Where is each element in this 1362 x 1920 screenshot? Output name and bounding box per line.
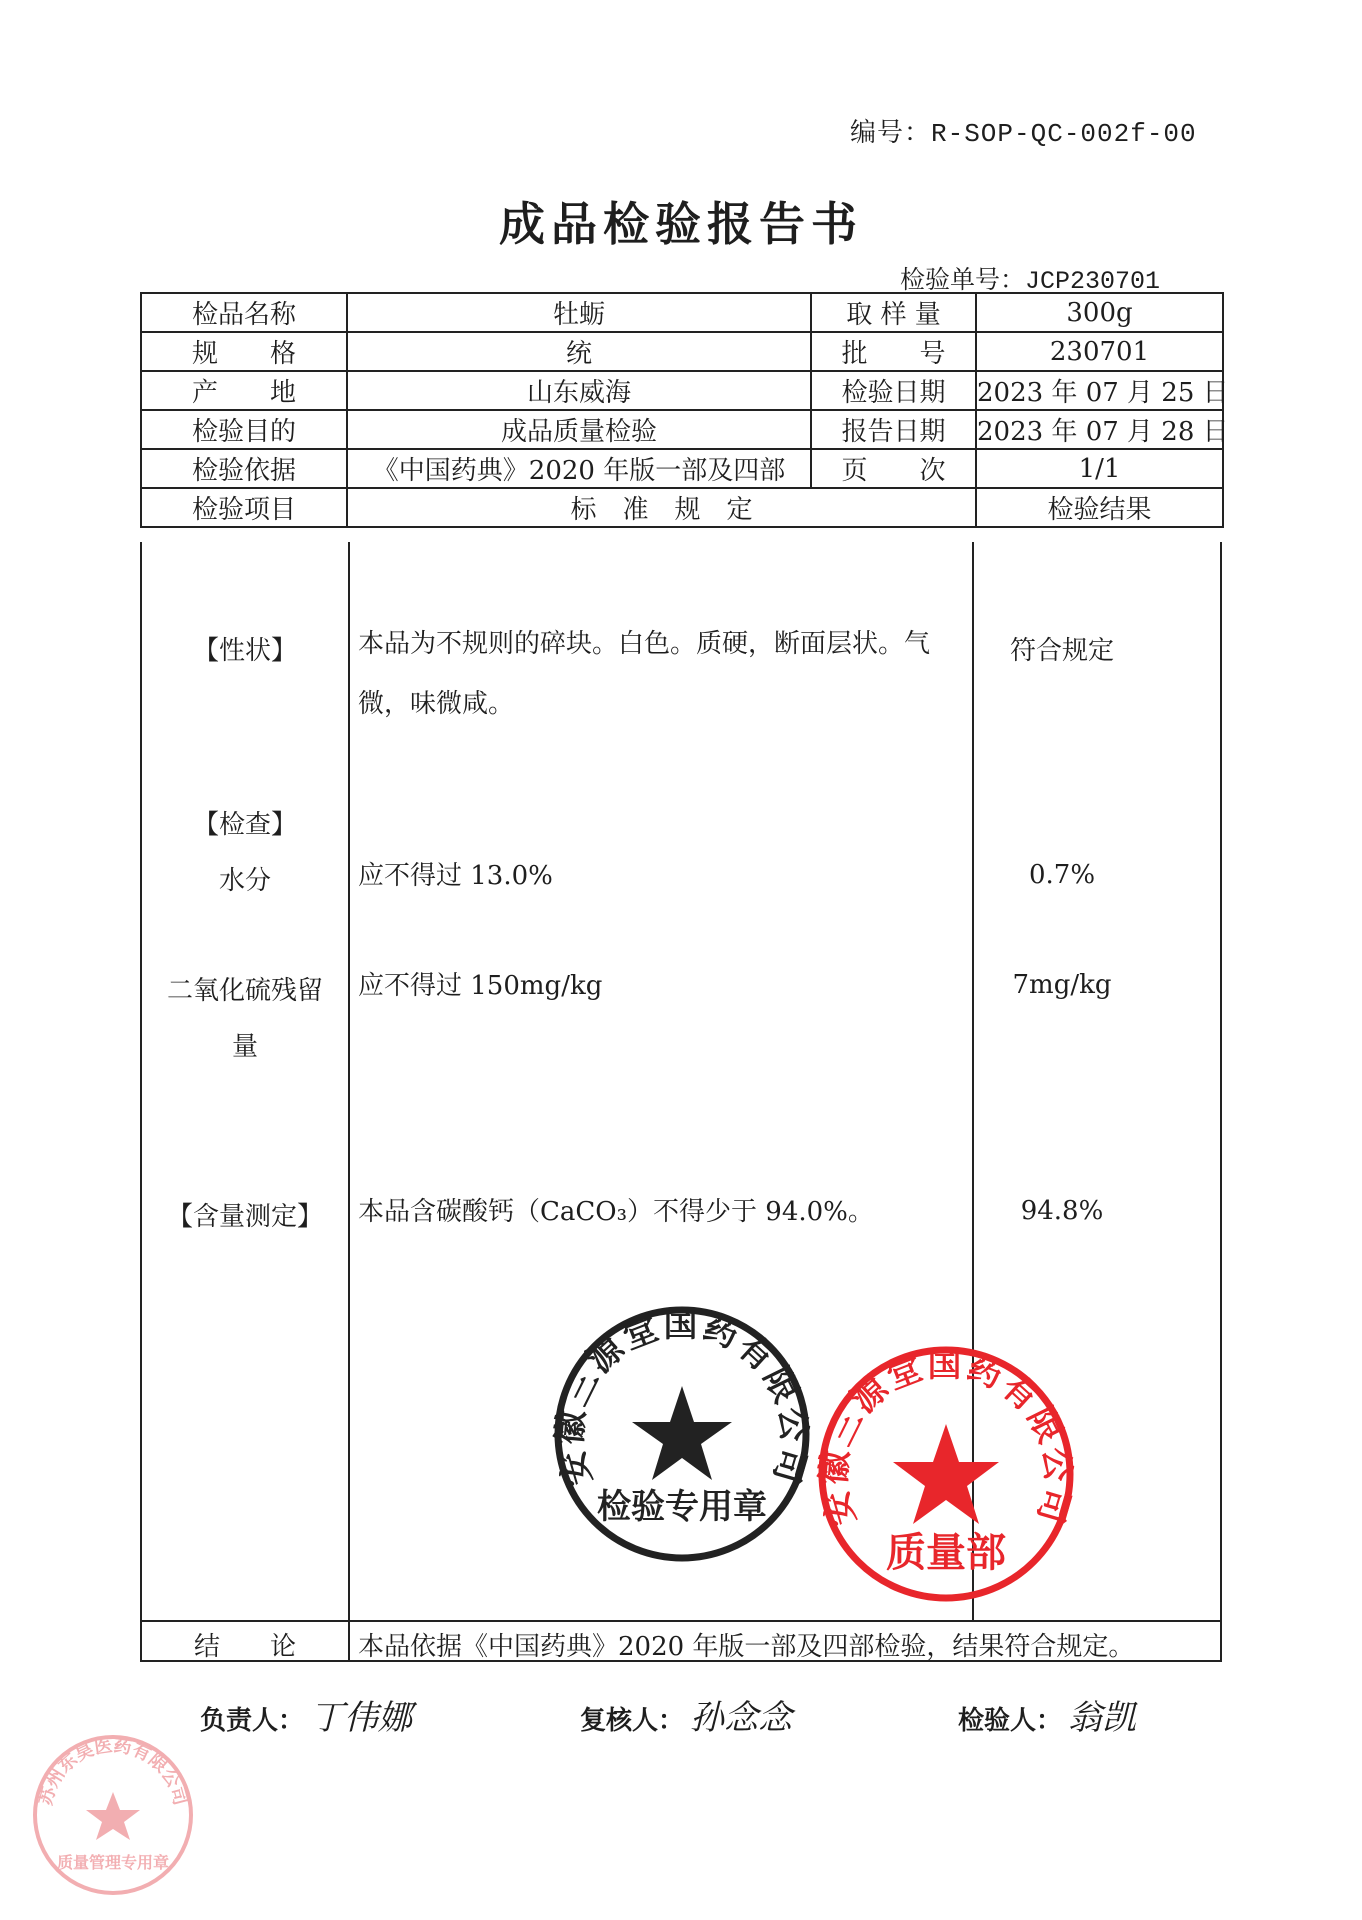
character-standard-line1: 本品为不规则的碎块。白色。质硬，断面层状。气 bbox=[358, 629, 931, 659]
basis-value: 《中国药典》2020 年版一部及四部 bbox=[347, 449, 811, 488]
column-header-result: 检验结果 bbox=[976, 488, 1223, 527]
moisture-result: 0.7% bbox=[1028, 860, 1096, 890]
column-header-standard: 标 准 规 定 bbox=[347, 488, 976, 527]
column-header-item: 检验项目 bbox=[141, 488, 347, 527]
so2-label-line1: 二氧化硫残留 bbox=[166, 976, 323, 1006]
assay-label: 【含量测定】 bbox=[166, 1202, 323, 1232]
basis-label: 检验依据 bbox=[141, 449, 347, 488]
so2-standard: 应不得过 150mg/kg bbox=[358, 971, 603, 1001]
quality-stamp-dept: 质量部 bbox=[886, 1529, 1006, 1576]
quality-dept-stamp bbox=[812, 1340, 1080, 1608]
table-row bbox=[141, 488, 1223, 527]
assay-standard: 本品含碳酸钙（CaCO₃）不得少于 94.0%。 bbox=[358, 1197, 874, 1227]
table-row bbox=[141, 332, 1223, 371]
batch-value: 230701 bbox=[976, 332, 1223, 371]
corner-stamp bbox=[28, 1730, 198, 1900]
reviewer-name: 孙念念 bbox=[690, 1698, 793, 1738]
table-row bbox=[141, 410, 1223, 449]
responsible-label: 负责人： bbox=[200, 1706, 305, 1736]
report-date-label: 报告日期 bbox=[811, 410, 976, 449]
character-result: 符合规定 bbox=[1009, 636, 1114, 666]
inspection-stamp-purpose: 检验专用章 bbox=[597, 1487, 767, 1527]
document-number: 编号：R-SOP-QC-002f-00 bbox=[850, 119, 1197, 149]
star-icon bbox=[86, 1792, 140, 1840]
purpose-label: 检验目的 bbox=[141, 410, 347, 449]
reviewer-signature bbox=[580, 1690, 792, 1739]
inspection-stamp bbox=[548, 1300, 816, 1568]
sample-qty-label: 取 样 量 bbox=[811, 293, 976, 332]
star-icon bbox=[632, 1386, 732, 1480]
conclusion-text: 本品依据《中国药典》2020 年版一部及四部检验，结果符合规定。 bbox=[358, 1632, 1135, 1662]
so2-result: 7mg/kg bbox=[1012, 970, 1112, 1000]
character-standard bbox=[358, 614, 958, 734]
report-number-value: JCP230701 bbox=[1025, 267, 1161, 296]
page-title: 成品检验报告书 bbox=[499, 197, 863, 251]
page-label: 页 次 bbox=[811, 449, 976, 488]
check-label: 【检查】 bbox=[192, 810, 297, 840]
spec-label: 规 格 bbox=[141, 332, 347, 371]
test-date-value: 2023 年 07 月 25 日 bbox=[976, 371, 1223, 410]
column-divider bbox=[348, 1622, 350, 1660]
assay-result: 94.8% bbox=[1020, 1196, 1104, 1226]
table-row bbox=[141, 371, 1223, 410]
responsible-name: 丁伟娜 bbox=[310, 1698, 413, 1738]
report-number bbox=[900, 260, 1160, 296]
spec-value: 统 bbox=[347, 332, 811, 371]
conclusion-row bbox=[140, 1620, 1222, 1662]
inspector-signature bbox=[958, 1690, 1136, 1739]
star-icon bbox=[893, 1424, 999, 1524]
page-value: 1/1 bbox=[976, 449, 1223, 488]
info-table bbox=[140, 292, 1229, 528]
corner-stamp-company: 苏州东昊医药有限公司 bbox=[35, 1735, 191, 1808]
batch-label: 批 号 bbox=[811, 332, 976, 371]
report-number-label: 检验单号： bbox=[900, 265, 1026, 294]
inspector-label: 检验人： bbox=[958, 1706, 1063, 1736]
moisture-label: 水分 bbox=[218, 866, 271, 896]
table-row bbox=[141, 293, 1223, 332]
sample-name-label: 检品名称 bbox=[141, 293, 347, 332]
character-standard-line2: 微，味微咸。 bbox=[358, 689, 515, 719]
conclusion-label: 结论 bbox=[193, 1632, 346, 1662]
corner-stamp-purpose: 质量管理专用章 bbox=[56, 1853, 170, 1872]
moisture-standard: 应不得过 13.0% bbox=[358, 861, 553, 891]
inspector-name: 翁凯 bbox=[1068, 1698, 1137, 1738]
sample-name-value: 牡蛎 bbox=[347, 293, 811, 332]
reviewer-label: 复核人： bbox=[580, 1706, 685, 1736]
column-divider bbox=[348, 542, 350, 1620]
character-label: 【性状】 bbox=[192, 636, 297, 666]
origin-label: 产 地 bbox=[141, 371, 347, 410]
quality-stamp-company: 安徽三源堂国药有限公司 bbox=[813, 1344, 1079, 1531]
report-date-value: 2023 年 07 月 28 日 bbox=[976, 410, 1223, 449]
so2-label-line2: 量 bbox=[231, 1032, 258, 1062]
responsible-signature bbox=[200, 1690, 412, 1739]
test-date-label: 检验日期 bbox=[811, 371, 976, 410]
table-row bbox=[141, 449, 1223, 488]
sample-qty-value: 300g bbox=[976, 293, 1223, 332]
purpose-value: 成品质量检验 bbox=[347, 410, 811, 449]
inspection-stamp-company: 安徽三源堂国药有限公司 bbox=[549, 1304, 815, 1491]
origin-value: 山东威海 bbox=[347, 371, 811, 410]
